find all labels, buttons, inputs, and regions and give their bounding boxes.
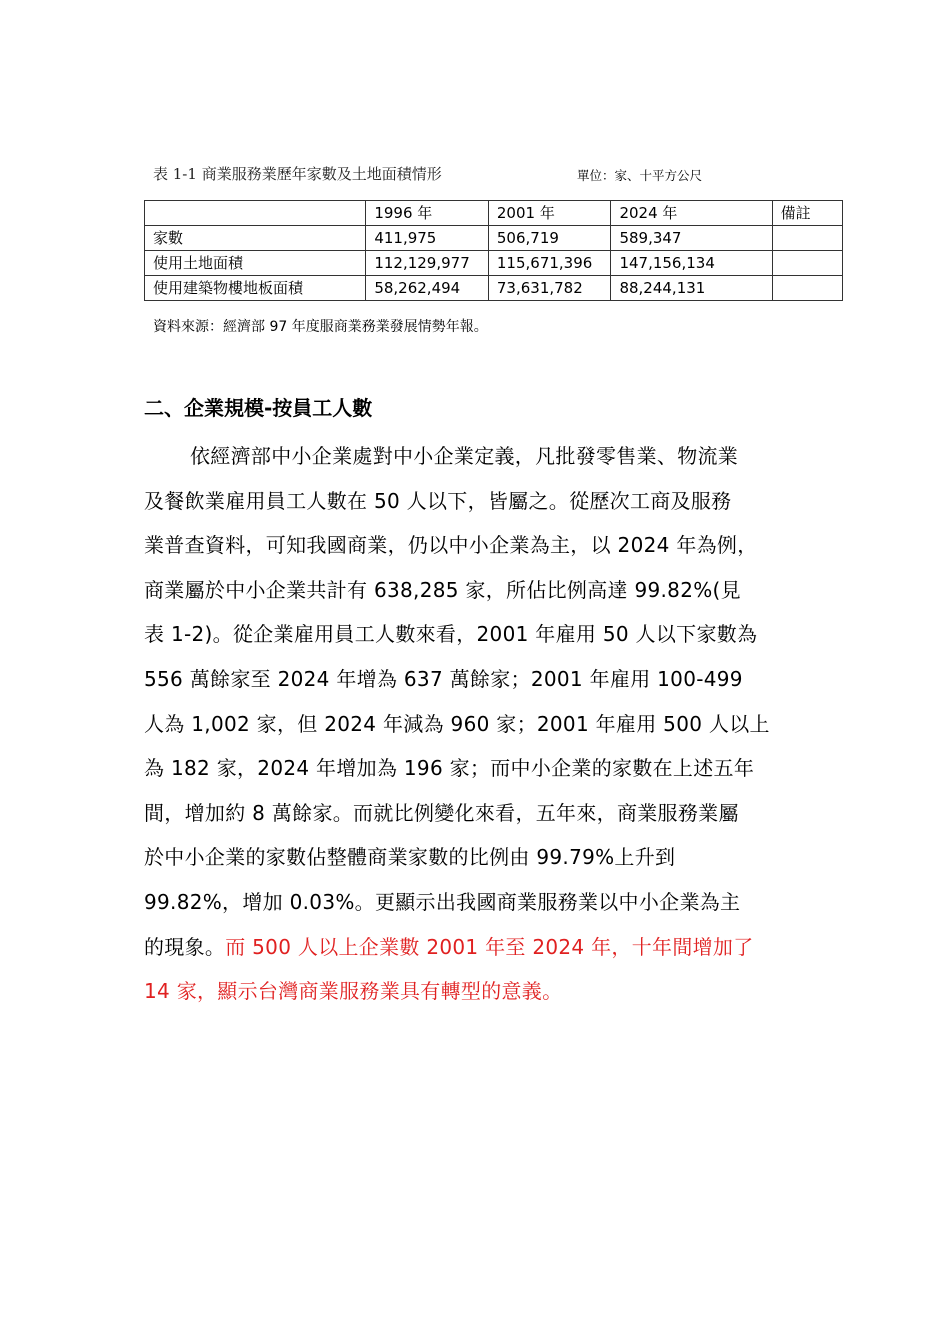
table-cell: 115,671,396 bbox=[488, 251, 611, 276]
paragraph-line: 商業屬於中小企業共計有 638,285 家，所佔比例高達 99.82%(見 bbox=[144, 577, 741, 602]
table-cell: 58,262,494 bbox=[366, 276, 489, 301]
paragraph-line: 業普查資料，可知我國商業，仍以中小企業為主，以 2024 年為例， bbox=[144, 533, 758, 558]
highlighted-text: 而 500 人以上企業數 2001 年至 2024 年，十年間增加了 bbox=[225, 934, 754, 959]
paragraph-line: 及餐飲業雇用員工人數在 50 人以下，皆屬之。從歷次工商及服務 bbox=[144, 488, 732, 513]
table-cell bbox=[772, 251, 842, 276]
table-unit: 單位：家、十平方公尺 bbox=[577, 168, 703, 183]
table-caption: 表 1-1 商業服務業歷年家數及土地面積情形 bbox=[153, 165, 442, 183]
table-source-note: 資料來源：經濟部 97 年度服商業務業發展情勢年報。 bbox=[153, 319, 488, 335]
table-cell: 73,631,782 bbox=[488, 276, 611, 301]
table-cell: 147,156,134 bbox=[611, 251, 772, 276]
table-cell bbox=[772, 276, 842, 301]
table-row bbox=[145, 226, 843, 251]
table-caption-row bbox=[153, 163, 843, 185]
table-cell: 506,719 bbox=[488, 226, 611, 251]
table-cell: 112,129,977 bbox=[366, 251, 489, 276]
data-table bbox=[144, 200, 843, 301]
table-cell: 使用土地面積 bbox=[145, 251, 366, 276]
table-header-cell: 2024 年 bbox=[611, 201, 772, 226]
section-heading: 二、企業規模-按員工人數 bbox=[144, 396, 373, 420]
paragraph-line: 表 1-2)。從企業雇用員工人數來看，2001 年雇用 50 人以下家數為 bbox=[144, 622, 758, 647]
paragraph-text: 的現象。 bbox=[144, 934, 226, 959]
table-cell bbox=[772, 226, 842, 251]
table-cell: 411,975 bbox=[366, 226, 489, 251]
table-header-cell: 1996 年 bbox=[366, 201, 489, 226]
table-row bbox=[145, 276, 843, 301]
table-header-row bbox=[145, 201, 843, 226]
paragraph-line: 依經濟部中小企業處對中小企業定義，凡批發零售業、物流業 bbox=[190, 444, 739, 468]
table-header-cell: 2001 年 bbox=[488, 201, 611, 226]
highlighted-text: 14 家，顯示台灣商業服務業具有轉型的意義。 bbox=[144, 979, 563, 1004]
paragraph-line: 人為 1,002 家，但 2024 年減為 960 家；2001 年雇用 500 人以上 bbox=[144, 711, 770, 736]
table-cell: 88,244,131 bbox=[611, 276, 772, 301]
paragraph-line: 為 182 家，2024 年增加為 196 家；而中小企業的家數在上述五年 bbox=[144, 756, 755, 781]
table-cell: 使用建築物樓地板面積 bbox=[145, 276, 366, 301]
body-paragraph bbox=[144, 434, 824, 1014]
table-row bbox=[145, 251, 843, 276]
paragraph-line: 556 萬餘家至 2024 年增為 637 萬餘家；2001 年雇用 100-499 bbox=[144, 666, 743, 691]
table-cell: 589,347 bbox=[611, 226, 772, 251]
table-header-cell bbox=[145, 201, 366, 226]
table-header-cell: 備註 bbox=[772, 201, 842, 226]
table-cell: 家數 bbox=[145, 226, 366, 251]
paragraph-line: 間，增加約 8 萬餘家。而就比例變化來看，五年來，商業服務業屬 bbox=[144, 800, 739, 825]
paragraph-line: 99.82%，增加 0.03%。更顯示出我國商業服務業以中小企業為主 bbox=[144, 889, 741, 914]
paragraph-line: 於中小企業的家數佔整體商業家數的比例由 99.79%上升到 bbox=[144, 845, 676, 870]
paragraph-line-mixed bbox=[144, 925, 824, 970]
